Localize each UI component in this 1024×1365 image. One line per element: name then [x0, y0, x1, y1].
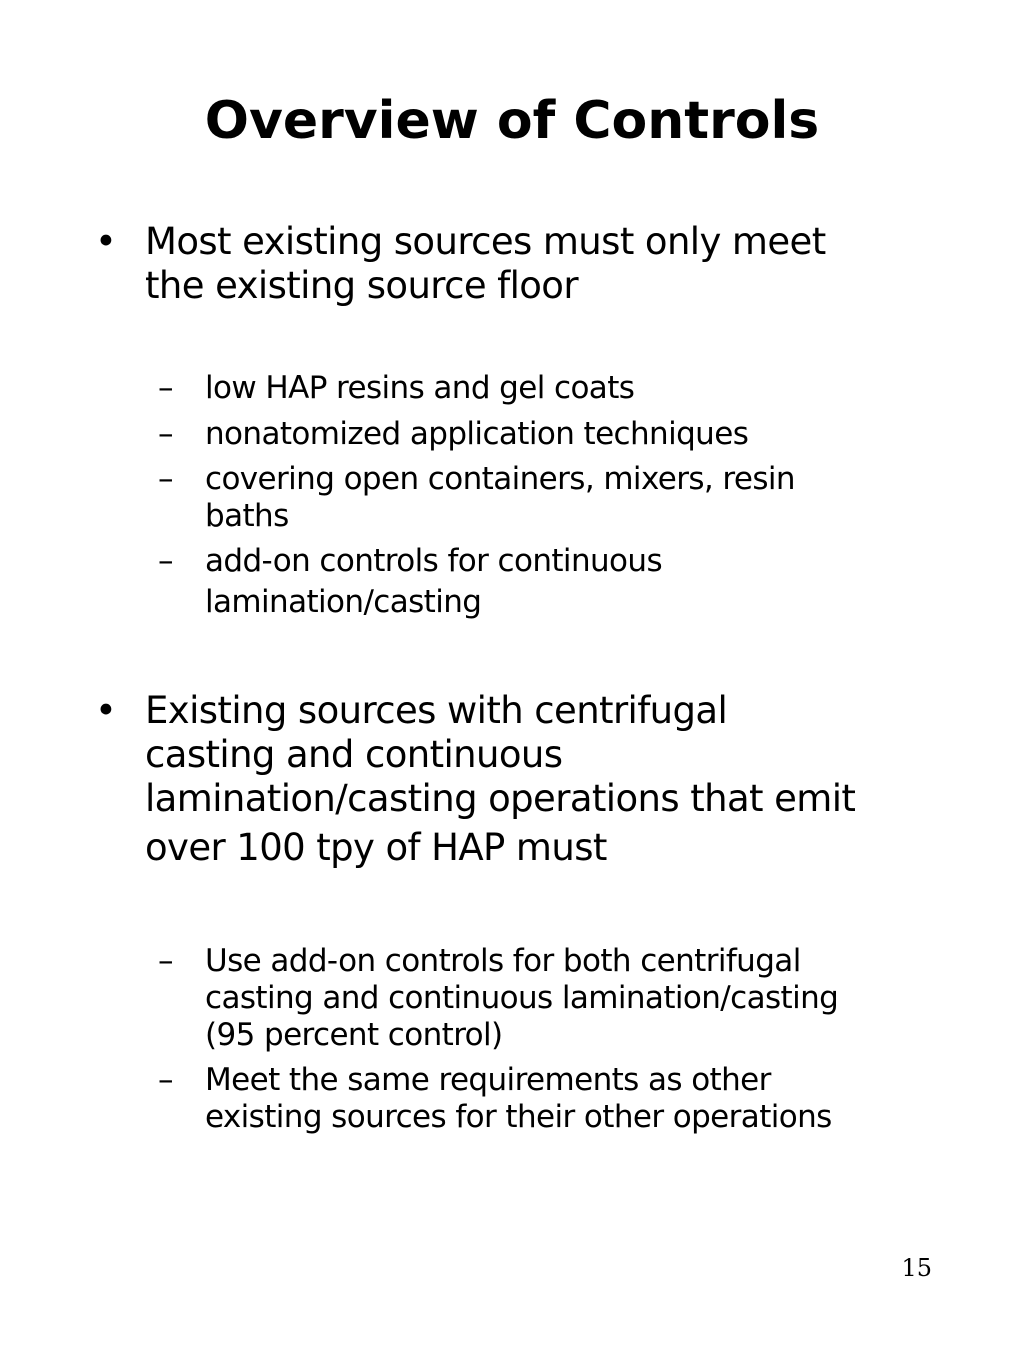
- slide-title: Overview of Controls: [204, 91, 820, 151]
- bullet-line: the existing source floor: [145, 264, 578, 307]
- sub-item-line: covering open containers, mixers, resin: [205, 461, 795, 497]
- sub-item-line: existing sources for their other operations: [205, 1099, 832, 1135]
- sub-item-line: Meet the same requirements as other: [205, 1062, 771, 1098]
- sub-item-text: [205, 543, 935, 621]
- bullet-line: over 100 tpy of HAP must: [145, 826, 607, 869]
- bullet-line: casting and continuous: [145, 733, 563, 776]
- sub-item-text: [205, 943, 935, 1054]
- sub-item-line: lamination/casting: [205, 584, 482, 620]
- bullet-text: [145, 220, 945, 308]
- bullet-line: Existing sources with centrifugal: [145, 689, 728, 732]
- bullet-icon: •: [95, 220, 117, 263]
- sub-item-line: add-on controls for continuous: [205, 543, 663, 579]
- sub-item-text: [205, 370, 935, 407]
- dash-icon: –: [158, 370, 174, 406]
- bullet-line: lamination/casting operations that emit: [145, 777, 856, 820]
- sub-item-text: [205, 1062, 935, 1136]
- dash-icon: –: [158, 543, 174, 579]
- sub-item-line: nonatomized application techniques: [205, 416, 749, 452]
- sub-item-text: [205, 461, 935, 535]
- dash-icon: –: [158, 461, 174, 497]
- sub-item-line: low HAP resins and gel coats: [205, 370, 635, 406]
- dash-icon: –: [158, 1062, 174, 1098]
- bullet-item-existing-source-floor: [0, 220, 1024, 308]
- page-number: 15: [901, 1254, 932, 1282]
- bullet-line: Most existing sources must only meet: [145, 220, 826, 263]
- dash-icon: –: [158, 416, 174, 452]
- sub-item-line: Use add-on controls for both centrifugal: [205, 943, 801, 979]
- bullet-text: [145, 689, 945, 870]
- sub-item-text: [205, 416, 935, 453]
- sub-item-line: casting and continuous lamination/casting: [205, 980, 839, 1016]
- dash-icon: –: [158, 943, 174, 979]
- bullet-icon: •: [95, 689, 117, 732]
- sub-item-line: (95 percent control): [205, 1017, 503, 1053]
- sub-item-line: baths: [205, 498, 289, 534]
